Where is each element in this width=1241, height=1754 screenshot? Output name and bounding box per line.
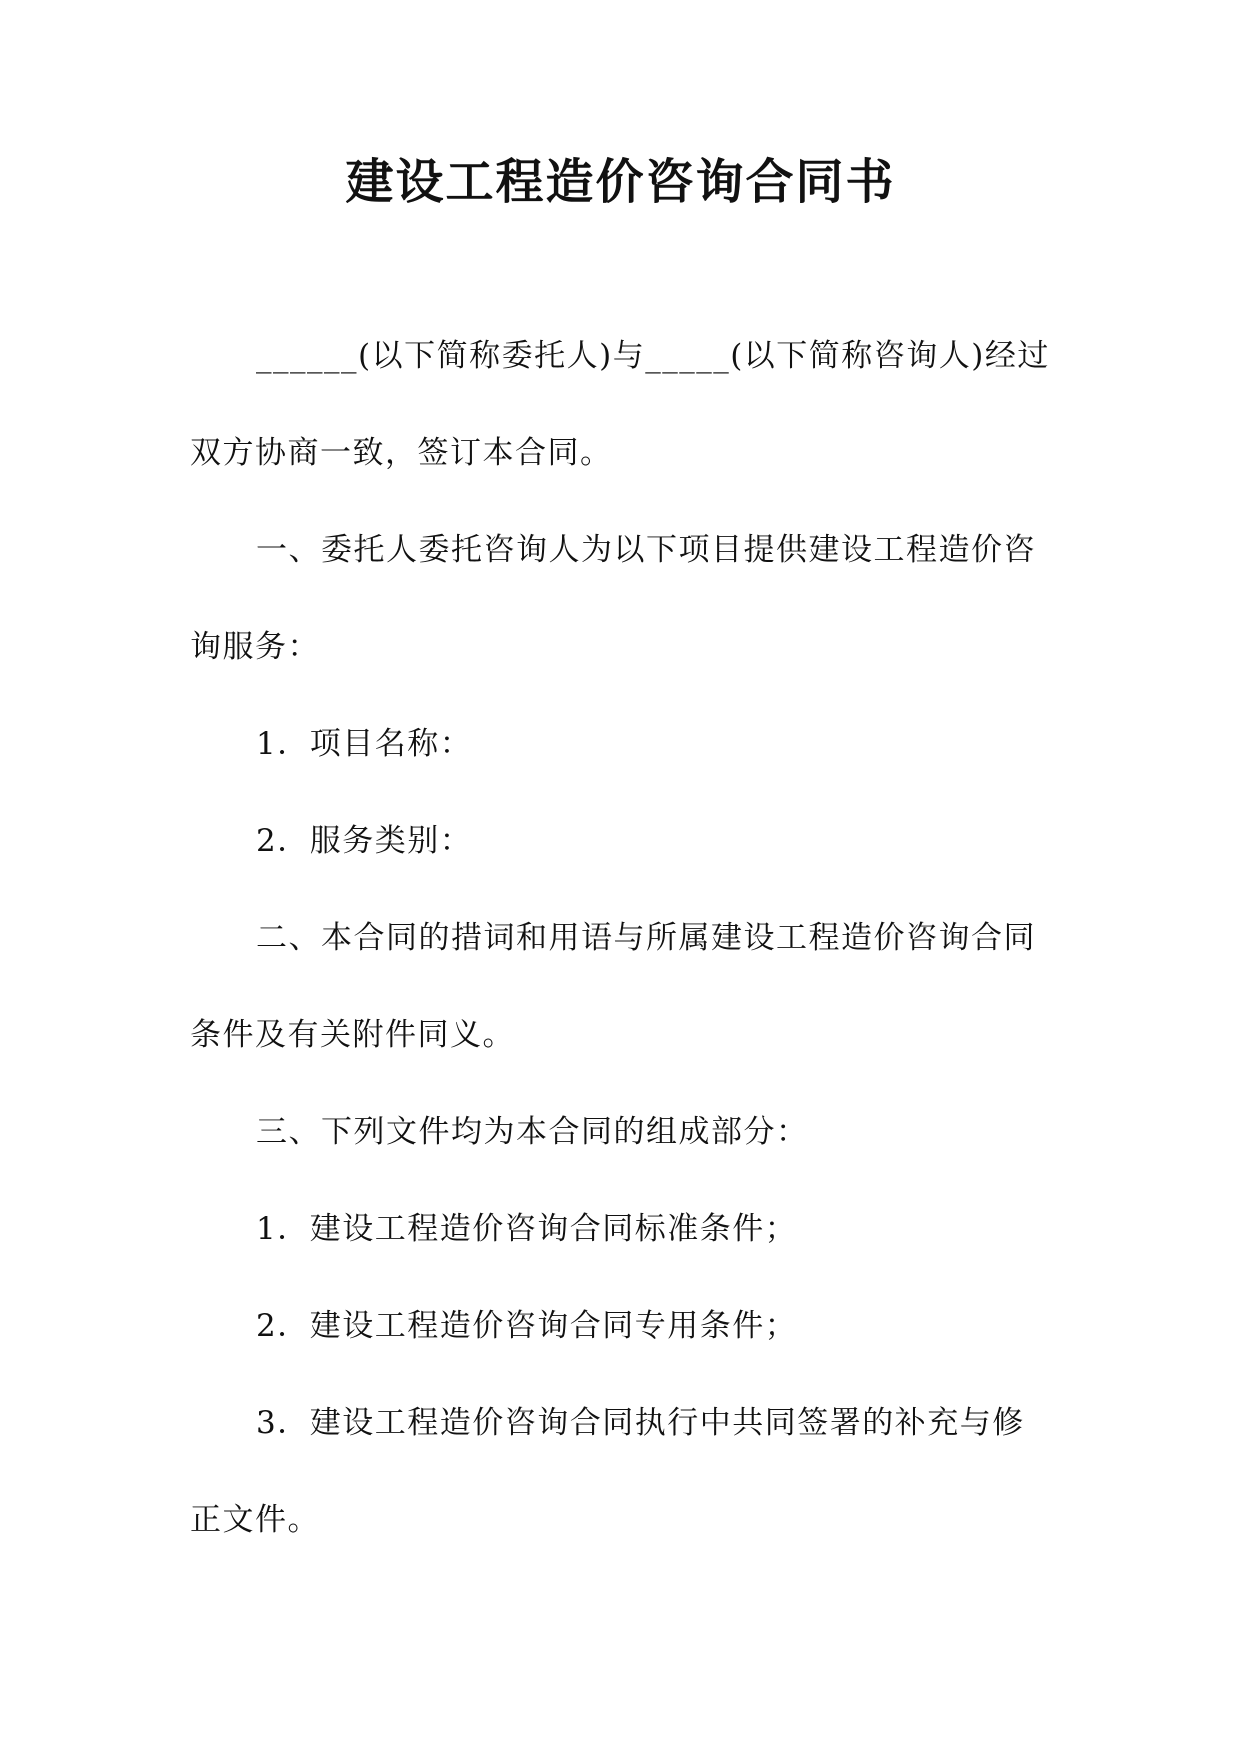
standard-conditions-item: 1．建设工程造价咨询合同标准条件； <box>256 1211 798 1247</box>
intro-paragraph: ______(以下简称委托人)与_____(以下简称咨询人)经过双方协商一致，签订本合同。 <box>190 338 1050 471</box>
service-category-item: 2．服务类别： <box>256 823 473 859</box>
document-body <box>190 308 1050 1569</box>
clause-three-paragraph: 三、下列文件均为本合同的组成部分： <box>256 1114 809 1150</box>
document-title: 建设工程造价咨询合同书 <box>345 154 896 210</box>
clause-one-paragraph: 一、委托人委托咨询人为以下项目提供建设工程造价咨询服务： <box>190 532 1036 665</box>
project-name-item: 1．项目名称： <box>256 726 473 762</box>
special-conditions-item: 2．建设工程造价咨询合同专用条件； <box>256 1308 798 1344</box>
clause-two-paragraph: 二、本合同的措词和用语与所属建设工程造价咨询合同条件及有关附件同义。 <box>190 920 1036 1053</box>
supplementary-documents-item: 3．建设工程造价咨询合同执行中共同签署的补充与修正文件。 <box>190 1405 1025 1538</box>
